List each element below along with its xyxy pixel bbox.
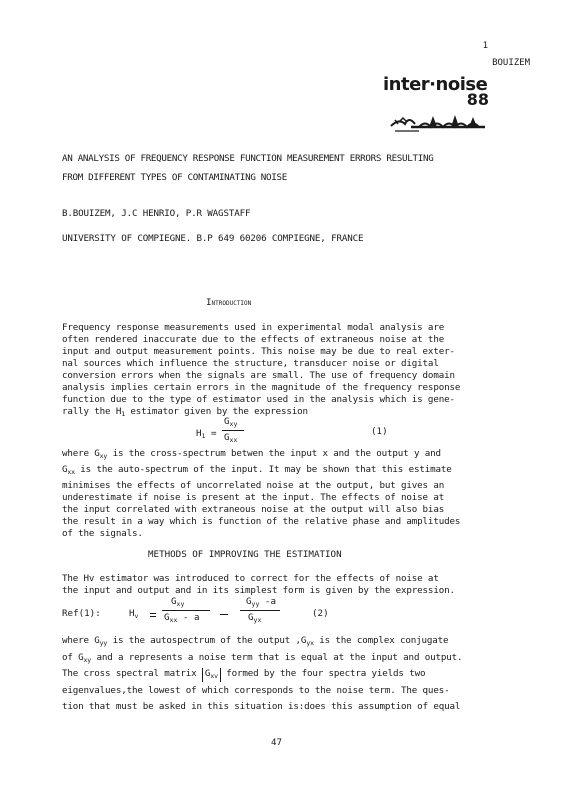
equation-ref: Ref(1): — [62, 608, 101, 619]
logo-text: inter·noise — [383, 74, 488, 95]
methods-line: The cross spectral matrix $G_{xv}$ formed by the four spectra yields two — [62, 668, 426, 680]
methods-line: The Hv estimator was introduced to correct for the effects of noise at — [62, 573, 439, 584]
fraction-bar — [240, 610, 280, 611]
intro-line: minimises the effects of uncorrelated noise at the output, but gives an — [62, 480, 445, 491]
intro-line: Frequency response measurements used in experimental modal analysis are — [62, 322, 445, 333]
intro-line: nal sources which influence the structure, transducer noise or digital — [62, 358, 439, 369]
paper-title-line-2: FROM DIFFERENT TYPES OF CONTAMINATING NOISE — [62, 172, 287, 183]
introduction-heading: Introduction — [206, 297, 252, 308]
inter-noise-logo — [383, 76, 491, 138]
equals-sign — [150, 616, 156, 617]
equals-sign — [150, 613, 156, 614]
top-page-number: 1 — [482, 41, 488, 51]
intro-line: the result in a way which is function of the relative phase and amplitudes — [62, 516, 461, 527]
intro-line: function due to the type of estimator used in the analysis which is gene- — [62, 394, 455, 405]
methods-line: the input and output and in its simplest form is given by the expression. — [62, 585, 455, 596]
document-page: 1 BOUIZEM inter·noise 88 AN ANALYSIS OF FREQUENCY RESPONSE FUNCTION MEASUREMENT ERRORS RESULTING FROM DIFFERENT TYPES OF CONTAMINATING NOISE B.BOUIZEM, J.C HENRIO, P.R WAGSTAFF UNIVERSITY OF COMPIEGNE. B.P 649 60206 COMPIEGNE, FRANCE Introduction Frequency response measurements used in experimental modal analysis are often rendered inaccurate due to the effects of extraneous noise at the input and output measurement points. This noise may be due to real exter- nal sources which influence the structure, transducer noise or digital conversion errors when the signals are small. The use of frequency domain analysis implies certain errors in the magnitude of the frequency response function due to the type of estimator used in the analysis which is gene- rally the $H_1$ estimator given by the expression $H_1$ = $G_{xy}$ $G_{xx}$ (1) where $G_{xy}$ is the cross-spectrum betwen the input x and the output y and $G_{xx}$ is the auto-spectrum of the input. It may be shown that this estimate minimises the effects of uncorrelated noise at the output, but gives an underestimate if noise is present at the input. The effects of noise at the input correlated with extraneous noise at the output will also bias the result in a way which is function of the relative phase and amplitudes of the signals. METHODS OF IMPROVING THE ESTIMATION The Hv estimator was introduced to correct for the effects of noise at the input and output and in its simplest form is given by the expression. Ref(1): $H_v$ $G_{xy}$ $G_{xx}$ - a $G_{yy}$ -a $G_{yx}$ (2) where $G_{yy}$ is the autospectrum of the output $,G_{yx}$ is the complex conjugate of $G_{xy}$ and a represents a noise term that is equal at the input and output. The cross spectral matrix $G_{xv}$ formed by the four spectra yields two eigenvalues,the lowest of which corresponds to the noise term. The ques- tion that must be asked in this situation is:does this assumption of equal 47 — [0, 0, 566, 793]
intro-line: analysis implies certain errors in the magnitude of the frequency response — [62, 382, 461, 393]
intro-line: input and output measurement points. This noise may be due to real exter- — [62, 346, 455, 357]
page-number: 47 — [271, 737, 283, 748]
intro-line: conversion errors when the signals are small. The use of frequency domain — [62, 370, 455, 381]
intro-line: of the signals. — [62, 528, 143, 539]
paper-affiliation: UNIVERSITY OF COMPIEGNE. B.P 649 60206 COMPIEGNE, FRANCE — [62, 233, 364, 244]
matrix-bracket: $G_{xv}$ — [202, 668, 221, 682]
intro-line: underestimate if noise is present at the input. The effects of noise at — [62, 492, 445, 503]
methods-line: eigenvalues,the lowest of which corresponds to the noise term. The ques- — [62, 685, 450, 696]
methods-line: tion that must be asked in this situation is:does this assumption of equal — [62, 701, 461, 712]
bridge-skyline-icon — [389, 112, 489, 134]
methods-line: of $G_{xy}$ and a represents a noise term that is equal at the input and output. — [62, 652, 463, 664]
running-author: BOUIZEM — [492, 58, 530, 68]
intro-line: the input correlated with extraneous noise at the output will also bias — [62, 504, 445, 515]
fraction-bar — [222, 430, 244, 431]
equation-number: (2) — [312, 608, 329, 619]
methods-heading: METHODS OF IMPROVING THE ESTIMATION — [148, 549, 342, 560]
intro-line: often rendered inaccurate due to the effects of extraneous noise at the — [62, 334, 445, 345]
paper-title-line-1: AN ANALYSIS OF FREQUENCY RESPONSE FUNCTION MEASUREMENT ERRORS RESULTING — [62, 153, 434, 164]
logo-year: 88 — [466, 90, 489, 109]
paper-authors: B.BOUIZEM, J.C HENRIO, P.R WAGSTAFF — [62, 208, 251, 219]
intro-gxx-line: $G_{xx}$ is the auto-spectrum of the input. It may be shown that this estimate — [62, 464, 452, 476]
equation-number: (1) — [371, 426, 388, 437]
intro-where-line: where $G_{xy}$ is the cross-spectrum betwen the input x and the output y and — [62, 448, 441, 460]
methods-where-line: where $G_{yy}$ is the autospectrum of the output $,G_{yx}$ is the complex conjugate — [62, 635, 449, 647]
intro-line-h1: rally the $H_1$ estimator given by the expression — [62, 406, 308, 418]
fraction-bar — [162, 610, 210, 611]
equals-sign — [220, 614, 228, 615]
